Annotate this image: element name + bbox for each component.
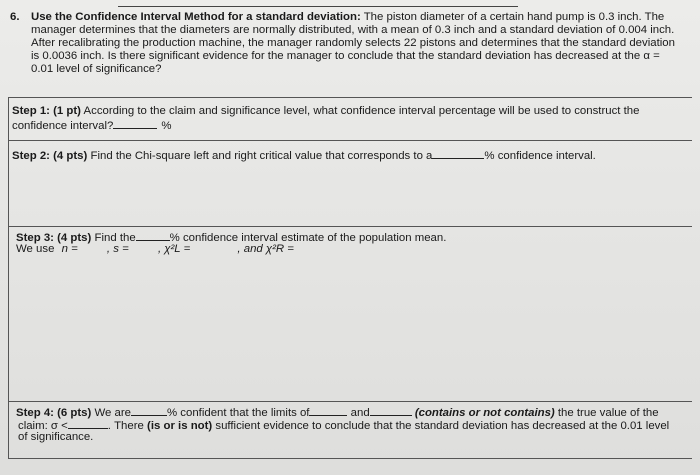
step4-blank-sigma[interactable] [68,418,108,429]
question-line-5: 0.01 level of significance? [31,63,162,75]
step4-text-a: We are [94,407,132,419]
step3-s: , s = [106,243,129,255]
step3-blank[interactable] [136,230,170,241]
step1-label: Step 1: (1 pt) [12,105,81,117]
step4-label: Step 4: (6 pts) [16,407,92,419]
step2-blank[interactable] [432,148,484,159]
step1-line-2 [12,118,171,133]
step4-text-d: (contains or not contains) [414,407,555,419]
step3-chi-left: , χ²L = [157,243,191,255]
step2-bottom-rule [8,226,692,227]
question-number: 6. [10,11,20,23]
step4-line2-b: . There [107,420,144,432]
step3-line-2 [16,243,294,256]
top-border [118,6,518,7]
step4-line2-c: (is or is not) [147,420,213,432]
step3-text: Find the [94,232,136,244]
step3-label: Step 3: (4 pts) [16,232,92,244]
step3-suffix: % confidence interval estimate of the population mean. [169,232,447,244]
step4-text-b: % confident that the limits of [167,407,310,419]
question-heading: Use the Confidence Interval Method for a standard deviation: [31,11,361,23]
step4-text-c: and [350,407,370,419]
question-line-2: manager determines that the diameters are normally distributed, with a mean of 0.3 inch and a standard deviation of 0.004 inch. [31,24,675,36]
table-left-rule [8,97,9,458]
table-top-rule [8,97,692,98]
step2-line-1 [12,148,596,163]
step4-text-e: the true value of the [557,407,659,419]
question-line-1 [31,11,664,24]
step4-line2-d: sufficient evidence to conclude that the standard deviation has decreased at the 0.01 level [215,420,670,432]
step4-line-3: of significance. [18,431,94,443]
step3-chi-right: , and χ²R = [237,243,294,255]
step1-suffix: % [161,120,172,132]
question-line-4: is 0.0036 inch. Is there significant evidence for the manager to conclude that the standard deviation has decreased at the α = [31,50,660,62]
step1-bottom-rule [8,140,692,141]
step3-we-use: We use [16,243,55,255]
table-bottom-rule [8,458,692,459]
step2-text: Find the Chi-square left and right critical value that corresponds to a [90,150,433,162]
step4-line2-a: claim: σ < [18,420,68,432]
step1-blank[interactable] [113,118,157,129]
step3-bottom-rule [8,401,692,402]
step4-blank-upper[interactable] [370,405,412,416]
step1-text: According to the claim and significance level, what confidence interval percentage will be used to construct the [83,105,640,117]
step2-suffix: % confidence interval. [484,150,596,162]
step2-label: Step 2: (4 pts) [12,150,88,162]
step4-blank-lower[interactable] [309,405,347,416]
step1-line2: confidence interval? [12,120,114,132]
step1-line-1 [12,105,639,118]
step3-n: n = [61,243,78,255]
question-line-3: After recalibrating the production machine, the manager randomly selects 22 pistons and determines that the standard deviation [31,37,675,49]
question-text-1: The piston diameter of a certain hand pump is 0.3 inch. The [363,11,665,23]
step4-line-2 [18,418,669,433]
step4-blank-percent[interactable] [131,405,167,416]
